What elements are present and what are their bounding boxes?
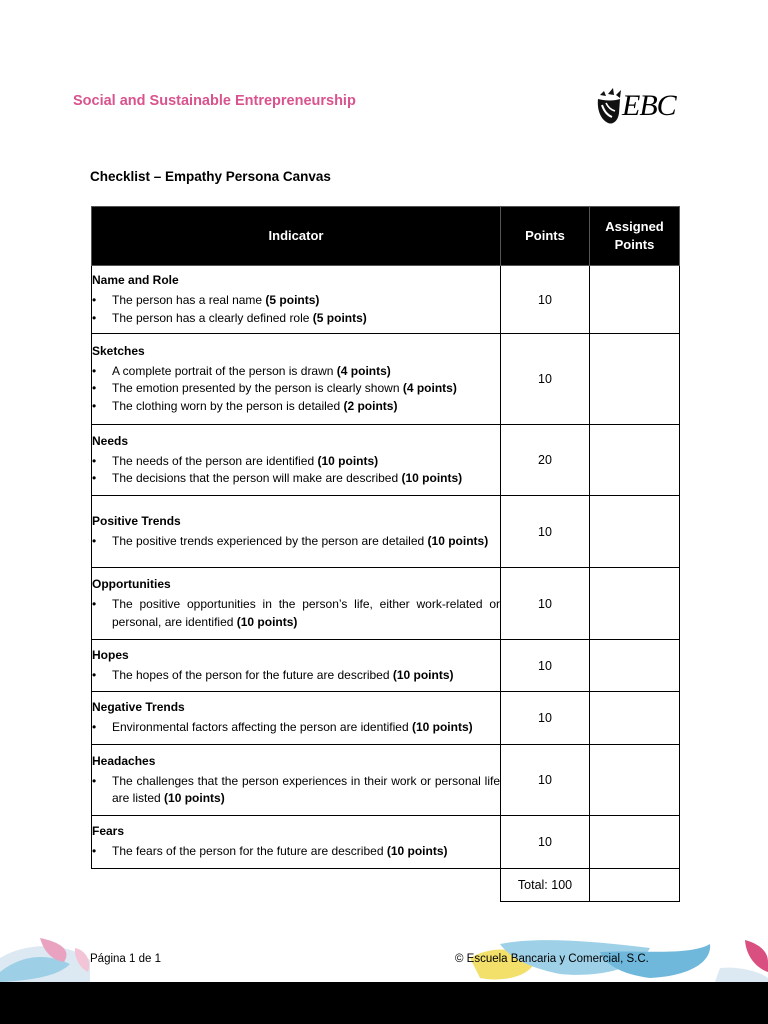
checklist-table — [91, 206, 680, 902]
total-row — [92, 869, 680, 902]
assigned-points-cell[interactable] — [590, 745, 680, 816]
table-row — [92, 425, 680, 496]
indicator-title: Name and Role — [92, 273, 179, 287]
points-cell: 10 — [501, 640, 590, 692]
page-number: Página 1 de 1 — [90, 953, 161, 965]
table-row — [92, 334, 680, 425]
assigned-points-cell[interactable] — [590, 568, 680, 640]
copyright-text: © Escuela Bancaria y Comercial, S.C. — [455, 953, 649, 965]
criterion-item: • The person has a clearly defined role (5 points) — [92, 310, 500, 328]
points-cell: 20 — [501, 425, 590, 496]
table-row — [92, 568, 680, 640]
indicator-title: Fears — [92, 824, 125, 839]
table-row — [92, 745, 680, 816]
indicator-cell — [92, 334, 501, 425]
indicator-cell — [92, 692, 501, 745]
indicator-title: Hopes — [92, 647, 129, 662]
total-assigned-cell[interactable] — [590, 869, 680, 902]
criterion-item: • The person has a real name (5 points) — [92, 292, 500, 310]
indicator-cell — [92, 266, 501, 334]
criterion-item: • A complete portrait of the person is drawn (4 points) — [92, 363, 500, 381]
ebc-logo — [594, 84, 684, 128]
table-header-row — [92, 207, 680, 266]
points-cell: 10 — [501, 745, 590, 816]
indicator-cell — [92, 568, 501, 640]
points-cell: 10 — [501, 568, 590, 640]
points-cell: 10 — [501, 692, 590, 745]
criterion-item: • Environmental factors affecting the person are identified (10 points) — [92, 719, 500, 737]
indicator-title: Negative Trends — [92, 700, 185, 715]
assigned-points-cell[interactable] — [590, 266, 680, 334]
assigned-points-cell[interactable] — [590, 816, 680, 869]
course-title: Social and Sustainable Entrepreneurship — [73, 93, 356, 109]
criterion-item: • The challenges that the person experiences in their work or personal life are listed (10 points) — [92, 773, 500, 808]
logo-text: EBC — [622, 89, 676, 122]
criterion-item: • The hopes of the person for the future are described (10 points) — [92, 667, 500, 685]
table-row — [92, 692, 680, 745]
table-row — [92, 816, 680, 869]
assigned-points-cell[interactable] — [590, 692, 680, 745]
indicator-title: Sketches — [92, 343, 145, 358]
total-points-cell: Total: 100 — [501, 869, 590, 902]
indicator-title: Positive Trends — [92, 513, 181, 528]
criterion-item: • The positive opportunities in the person’s life, either work-related or personal, are identified (10 points) — [92, 596, 500, 631]
column-header-indicator: Indicator — [92, 207, 501, 266]
table-row — [92, 640, 680, 692]
assigned-points-cell[interactable] — [590, 425, 680, 496]
ebc-emblem-icon — [594, 85, 624, 127]
assigned-points-cell[interactable] — [590, 334, 680, 425]
assigned-points-cell[interactable] — [590, 640, 680, 692]
indicator-cell — [92, 425, 501, 496]
points-cell: 10 — [501, 496, 590, 568]
criterion-item: • The emotion presented by the person is clearly shown (4 points) — [92, 380, 500, 398]
table-row — [92, 266, 680, 334]
total-spacer — [92, 869, 501, 902]
points-cell: 10 — [501, 334, 590, 425]
criterion-item: • The positive trends experienced by the person are detailed (10 points) — [92, 533, 500, 551]
viewer-bottom-bar — [0, 982, 768, 1024]
criterion-item: • The needs of the person are identified (10 points) — [92, 453, 500, 471]
assigned-points-cell[interactable] — [590, 496, 680, 568]
indicator-title: Needs — [92, 433, 129, 448]
indicator-cell — [92, 496, 501, 568]
table-row — [92, 496, 680, 568]
points-cell: 10 — [501, 266, 590, 334]
document-title: Checklist – Empathy Persona Canvas — [90, 169, 331, 184]
criterion-item: • The decisions that the person will make are described (10 points) — [92, 470, 500, 488]
indicator-cell — [92, 816, 501, 869]
column-header-points: Points — [501, 207, 590, 266]
points-cell: 10 — [501, 816, 590, 869]
indicator-title: Headaches — [92, 753, 156, 768]
indicator-cell — [92, 745, 501, 816]
criterion-item: • The clothing worn by the person is detailed (2 points) — [92, 398, 500, 416]
column-header-assigned-points: Assigned Points — [590, 207, 680, 266]
indicator-title: Opportunities — [92, 577, 171, 591]
indicator-cell — [92, 640, 501, 692]
criterion-item: • The fears of the person for the future are described (10 points) — [92, 843, 500, 861]
